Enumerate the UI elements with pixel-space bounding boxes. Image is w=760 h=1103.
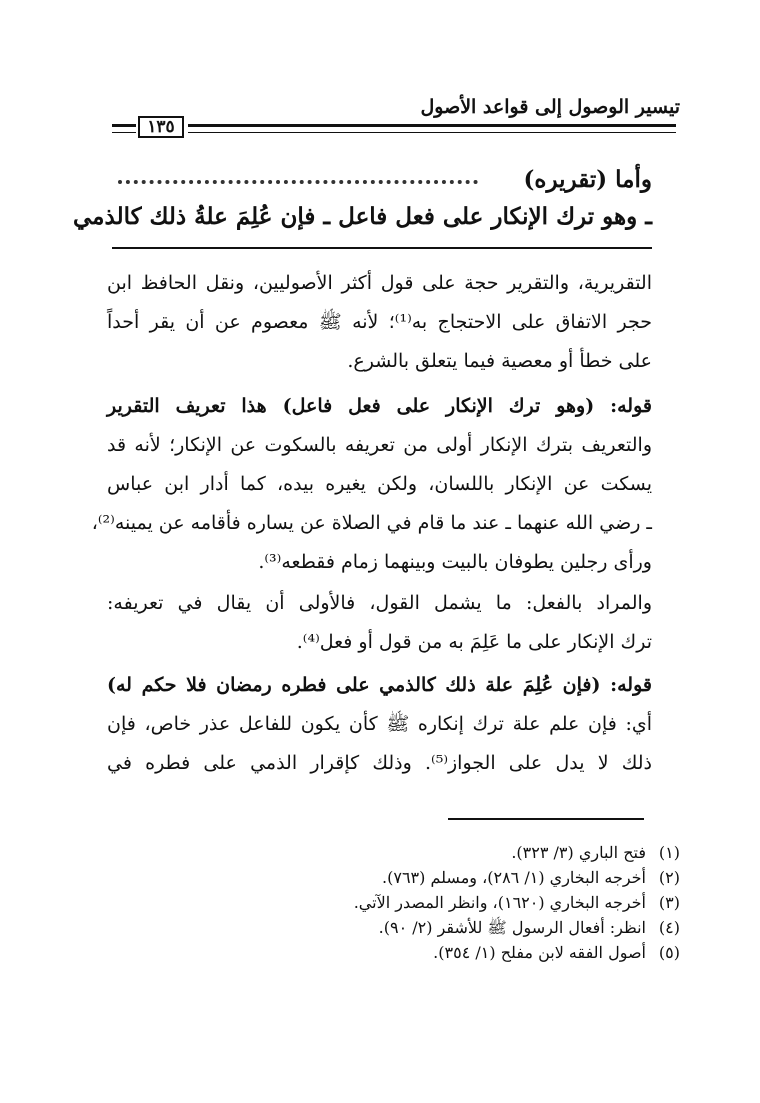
text-line: ورأى رجلين يطوفان بالبيت وبينهما زمام فقطعه⁽³⁾. — [258, 551, 652, 573]
text-line: حجر الاتفاق على الاحتجاج به⁽¹⁾؛ لأنه ﷺ معصوم عن أن يقر أحداً — [107, 311, 652, 333]
footnote — [120, 915, 680, 940]
text-line: والتعريف بترك الإنكار أولى من تعريفه بالسكوت عن الإنكار؛ لأنه قد — [107, 434, 652, 456]
matn-heading: وأما (تقريره) — [523, 166, 652, 193]
paragraph-1 — [107, 264, 652, 381]
matn-divider — [112, 247, 652, 249]
matn-line: ـ وهو ترك الإنكار على فعل فاعل ـ فإن عُلِمَ علةُ ذلك كالذمي — [73, 203, 652, 230]
text-line: قوله: (وهو ترك الإنكار على فعل فاعل) هذا تعريف التقرير — [107, 395, 652, 417]
text-line: يسكت عن الإنكار باللسان، ولكن يغيره بيده، كما أدار ابن عباس — [107, 473, 652, 495]
text-line: قوله: (فإن عُلِمَ علة ذلك كالذمي على فطره رمضان فلا حكم له) — [107, 674, 652, 696]
footnote-text: فتح الباري (٣/ ٣٢٣). — [511, 843, 646, 862]
footnote — [120, 840, 680, 865]
footnote-number: (٥) — [658, 943, 680, 962]
footnote — [120, 865, 680, 890]
footnote-text: أخرجه البخاري (١٦٢٠)، وانظر المصدر الآتي. — [353, 893, 646, 912]
footnote-text: أخرجه البخاري (١/ ٢٨٦)، ومسلم (٧٦٣). — [382, 868, 646, 887]
header-rule-short — [112, 124, 136, 133]
footnote-divider — [448, 818, 644, 820]
dotted-leader — [118, 170, 478, 184]
footnotes — [120, 840, 680, 965]
text-line: والمراد بالفعل: ما يشمل القول، فالأولى أن يقال في تعريفه: — [107, 592, 652, 614]
text-line: التقريرية، والتقرير حجة على قول أكثر الأصوليين، ونقل الحافظ ابن — [107, 272, 652, 294]
paragraph-4 — [107, 666, 652, 783]
footnote — [120, 890, 680, 915]
paragraph-2 — [91, 387, 652, 582]
paragraph-3 — [107, 584, 652, 662]
text-line: أي: فإن علم علة ترك إنكاره ﷺ كأن يكون للفاعل عذر خاص، فإن — [107, 713, 652, 735]
running-header-title: تيسير الوصول إلى قواعد الأصول — [420, 96, 680, 118]
text-line: ترك الإنكار على ما عَلِمَ به من قول أو فعل⁽⁴⁾. — [296, 631, 652, 653]
text-line: ذلك لا يدل على الجواز⁽⁵⁾. وذلك كإقرار الذمي على فطره في — [107, 752, 652, 774]
footnote-text: أصول الفقه لابن مفلح (١/ ٣٥٤). — [433, 943, 646, 962]
text-line: ـ رضي الله عنهما ـ عند ما قام في الصلاة عن يساره فأقامه عن يمينه⁽²⁾، — [91, 512, 652, 534]
header-rule — [188, 124, 676, 133]
footnote-number: (٢) — [658, 868, 680, 887]
footnote-number: (١) — [658, 843, 680, 862]
page-number: ١٣٥ — [138, 116, 184, 138]
text-line: على خطأ أو معصية فيما يتعلق بالشرع. — [347, 350, 652, 372]
footnote-text: انظر: أفعال الرسول ﷺ للأشقر (٢/ ٩٠). — [378, 918, 646, 937]
footnote-number: (٣) — [658, 893, 680, 912]
footnote — [120, 940, 680, 965]
footnote-number: (٤) — [658, 918, 680, 937]
